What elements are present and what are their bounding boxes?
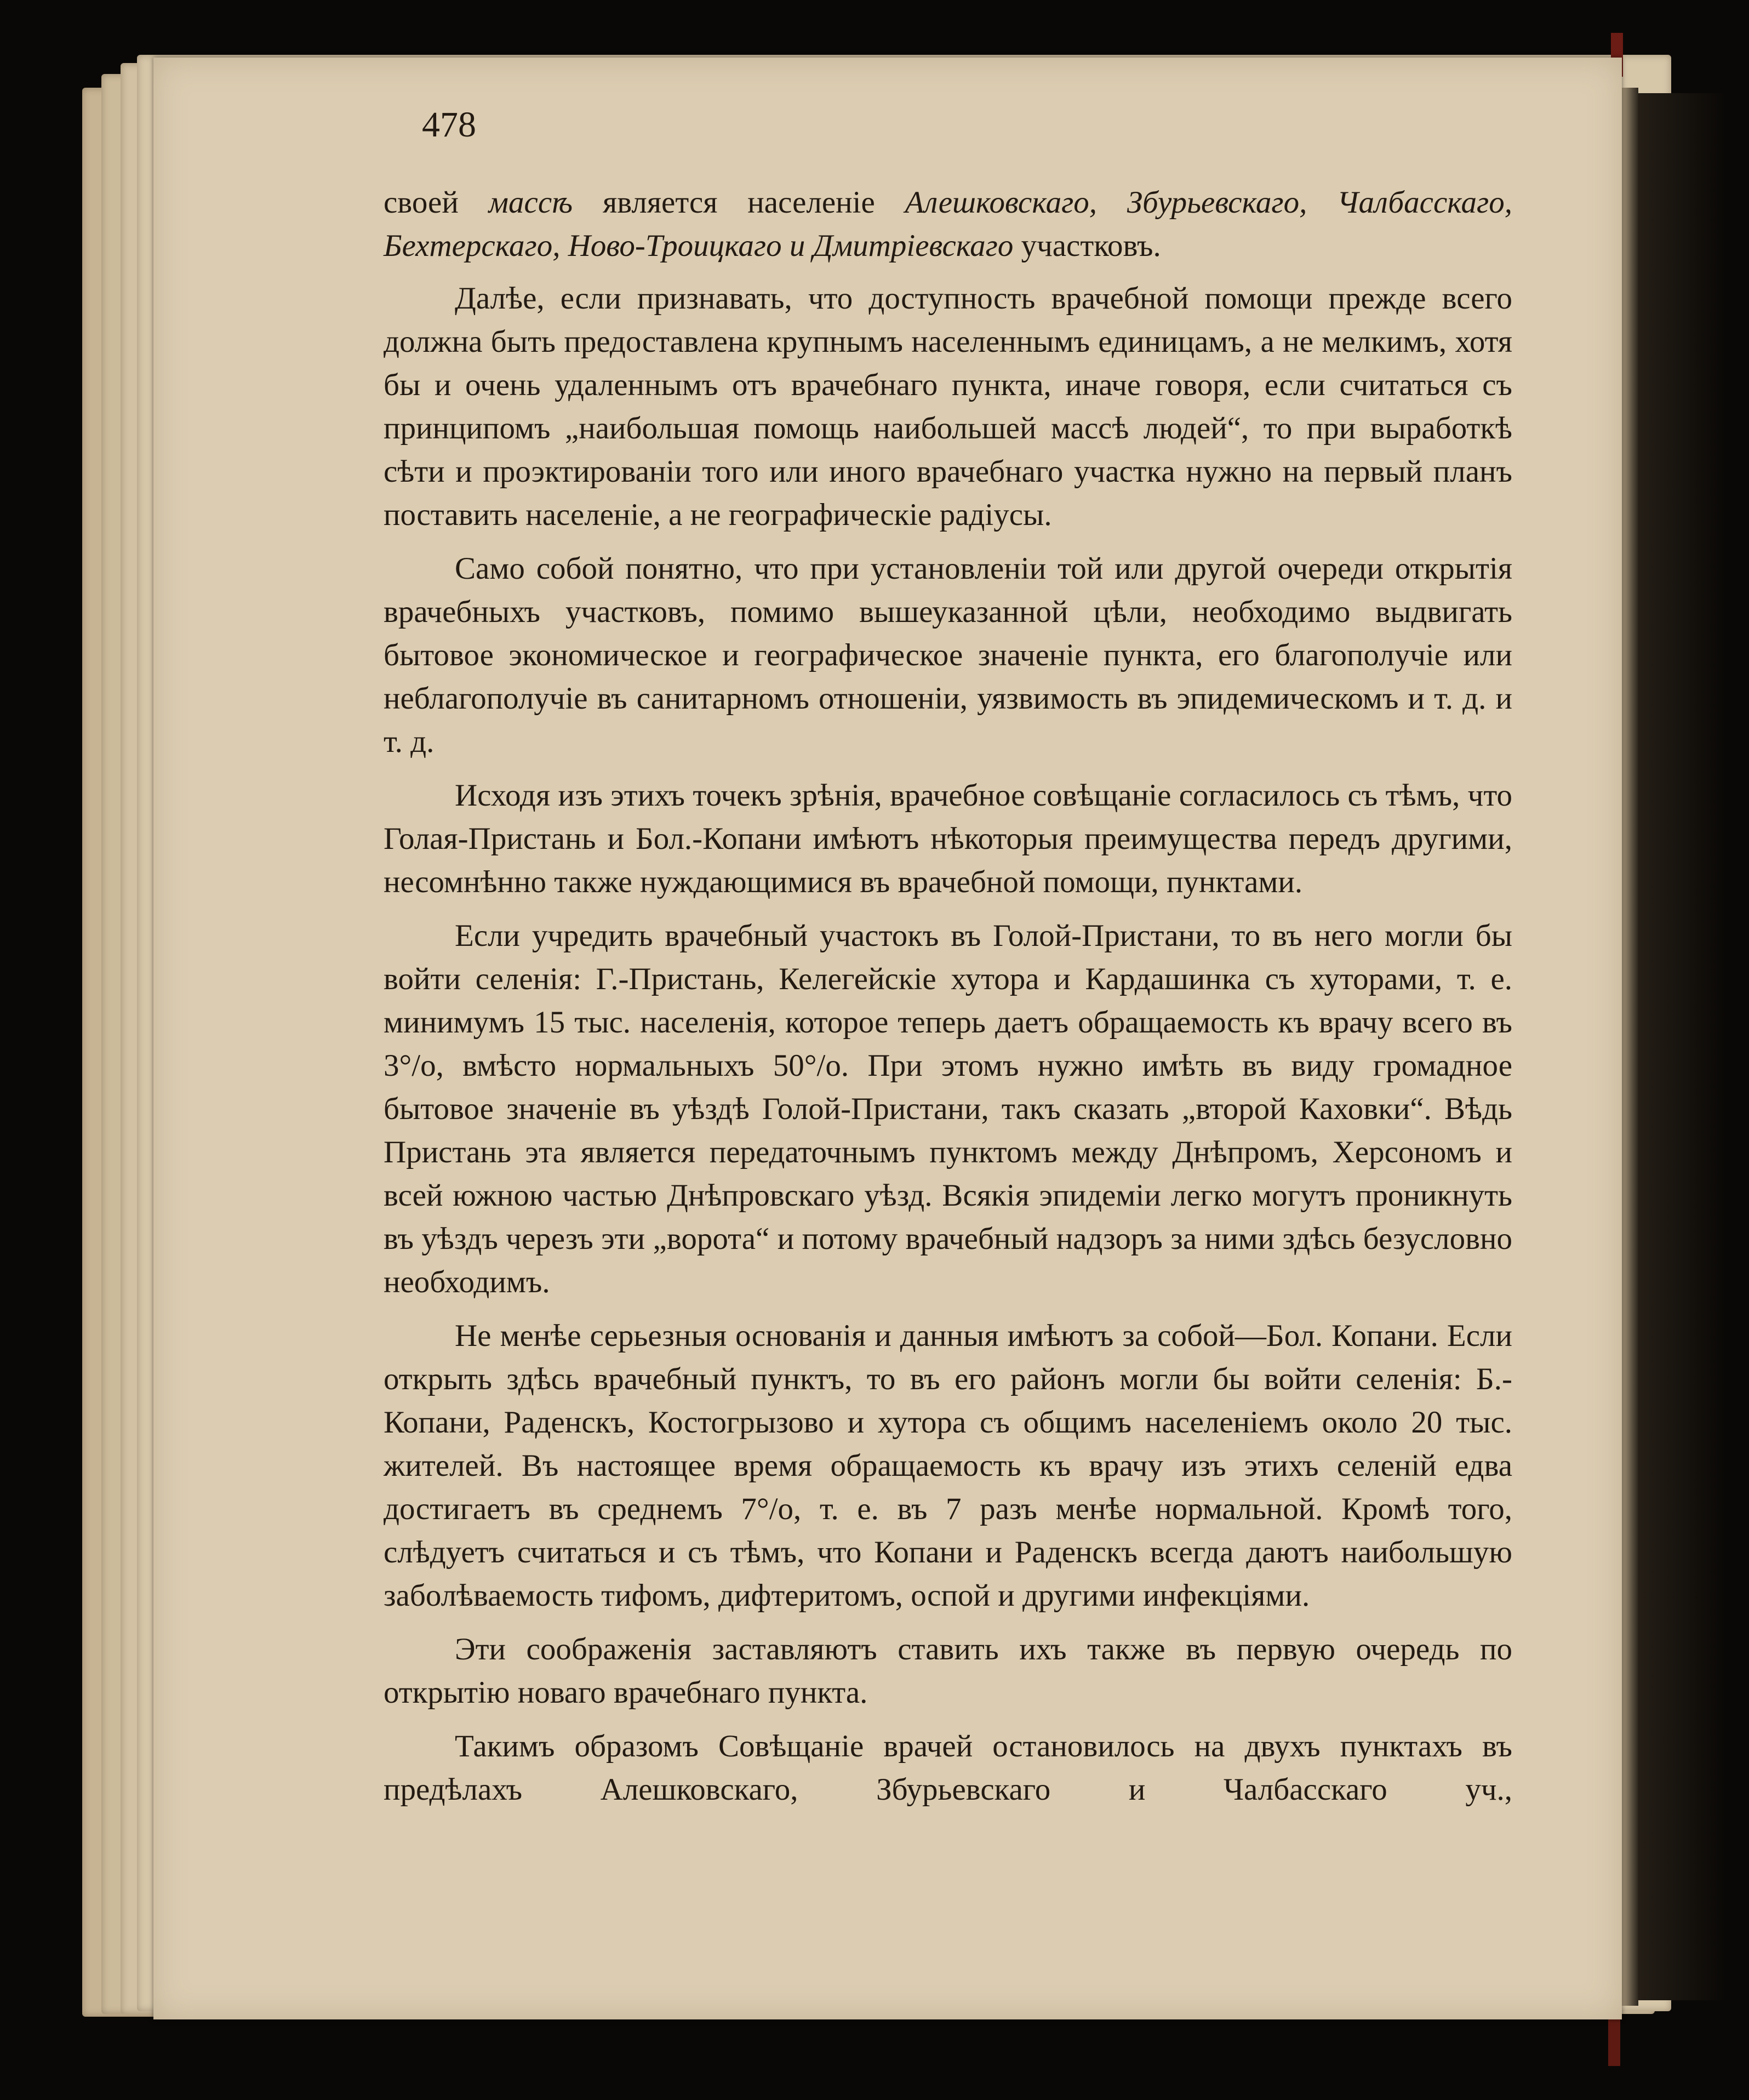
italic-text: Алешковскаго, Збурьевскаго, Чалбасскаго, Бехтерскаго, Ново-Троицкаго и Дмитріевскаго (384, 185, 1512, 263)
text-run: Не менѣе серьезныя основанія и данныя имѣютъ за собой—Бол. Копани. Если открыть здѣсь врачебный пунктъ, то въ его районъ могли бы войти селенія: Б.-Копани, Раденскъ, Костогрызово и хутора съ общимъ населеніемъ около 20 тыс. жителей. Въ настоящее время обращаемость къ врачу изъ этихъ селеній едва достигаетъ въ среднемъ 7°/о, т. е. въ 7 разъ менѣе нормальной. Кромѣ того, слѣдуетъ считаться и съ тѣмъ, что Копани и Раденскъ всегда даютъ наибольшую заболѣваемость тифомъ, дифтеритомъ, оспой и другими инфекціями. (384, 1319, 1512, 1613)
paragraph (384, 1314, 1512, 1617)
page-body-text (384, 181, 1512, 1822)
text-run: Исходя изъ этихъ точекъ зрѣнія, врачебное совѣщаніе согласилось съ тѣмъ, что Голая-Пристань и Бол.-Копани имѣютъ нѣкоторыя преимущества передъ другими, несомнѣнно также нуждающимися въ врачебной помощи, пунктами. (384, 778, 1512, 899)
paragraph (384, 547, 1512, 763)
text-run: Само собой понятно, что при установленіи той или другой очереди открытія врачебныхъ участковъ, помимо вышеуказанной цѣли, необходимо выдвигать бытовое экономическое и географическое значеніе пункта, его благополучіе или неблагополучіе въ санитарномъ отношеніи, уязвимость въ эпидемическомъ и т. д. и т. д. (384, 551, 1512, 759)
page-number: 478 (422, 105, 476, 145)
paragraph (384, 277, 1512, 537)
paragraph (384, 774, 1512, 904)
text-run: участковъ. (1013, 229, 1161, 263)
text-run: своей (384, 185, 489, 220)
text-run: Такимъ образомъ Совѣщаніе врачей остановилось на двухъ пунктахъ въ предѣлахъ Алешковскаго, Збурьевскаго и Чалбасскаго уч., (384, 1729, 1512, 1807)
text-run: является населеніе (573, 185, 905, 220)
paragraph (384, 1725, 1512, 1811)
paragraph (384, 181, 1512, 267)
italic-text: массѣ (488, 185, 573, 220)
paragraph (384, 1628, 1512, 1714)
book-spine-shadow (1638, 93, 1726, 2000)
book-gutter-shadow (1622, 88, 1638, 2006)
text-run: Если учредить врачебный участокъ въ Голой-Пристани, то въ него могли бы войти селенія: Г.-Пристань, Келегейскіе хутора и Кардашинка съ хуторами, т. е. минимумъ 15 тыс. населенія, которое теперь даетъ обращаемость къ врачу всего въ 3°/о, вмѣсто нормальныхъ 50°/о. При этомъ нужно имѣть въ виду громадное бытовое значеніе въ уѣздѣ Голой-Пристани, такъ сказать „второй Каховки“. Вѣдь Пристань эта является передаточнымъ пунктомъ между Днѣпромъ, Херсономъ и всей южною частью Днѣпровскаго уѣзд. Всякія эпидеміи легко могутъ проникнуть въ уѣздъ черезъ эти „ворота“ и потому врачебный надзоръ за ними здѣсь безусловно необходимъ. (384, 918, 1512, 1299)
text-run: Далѣе, если признавать, что доступность врачебной помощи прежде всего должна быть предоставлена крупнымъ населеннымъ единицамъ, а не мелкимъ, хотя бы и очень удаленнымъ отъ врачебнаго пункта, иначе говоря, если считаться съ принципомъ „наибольшая помощь наибольшей массѣ людей“, то при выработкѣ сѣти и проэктированіи того или иного врачебнаго участка нужно на первый планъ поставить населеніе, а не географическіе радіусы. (384, 281, 1512, 532)
paragraph (384, 914, 1512, 1304)
text-run: Эти соображенія заставляютъ ставить ихъ также въ первую очередь по открытію новаго врачебнаго пункта. (384, 1632, 1512, 1710)
